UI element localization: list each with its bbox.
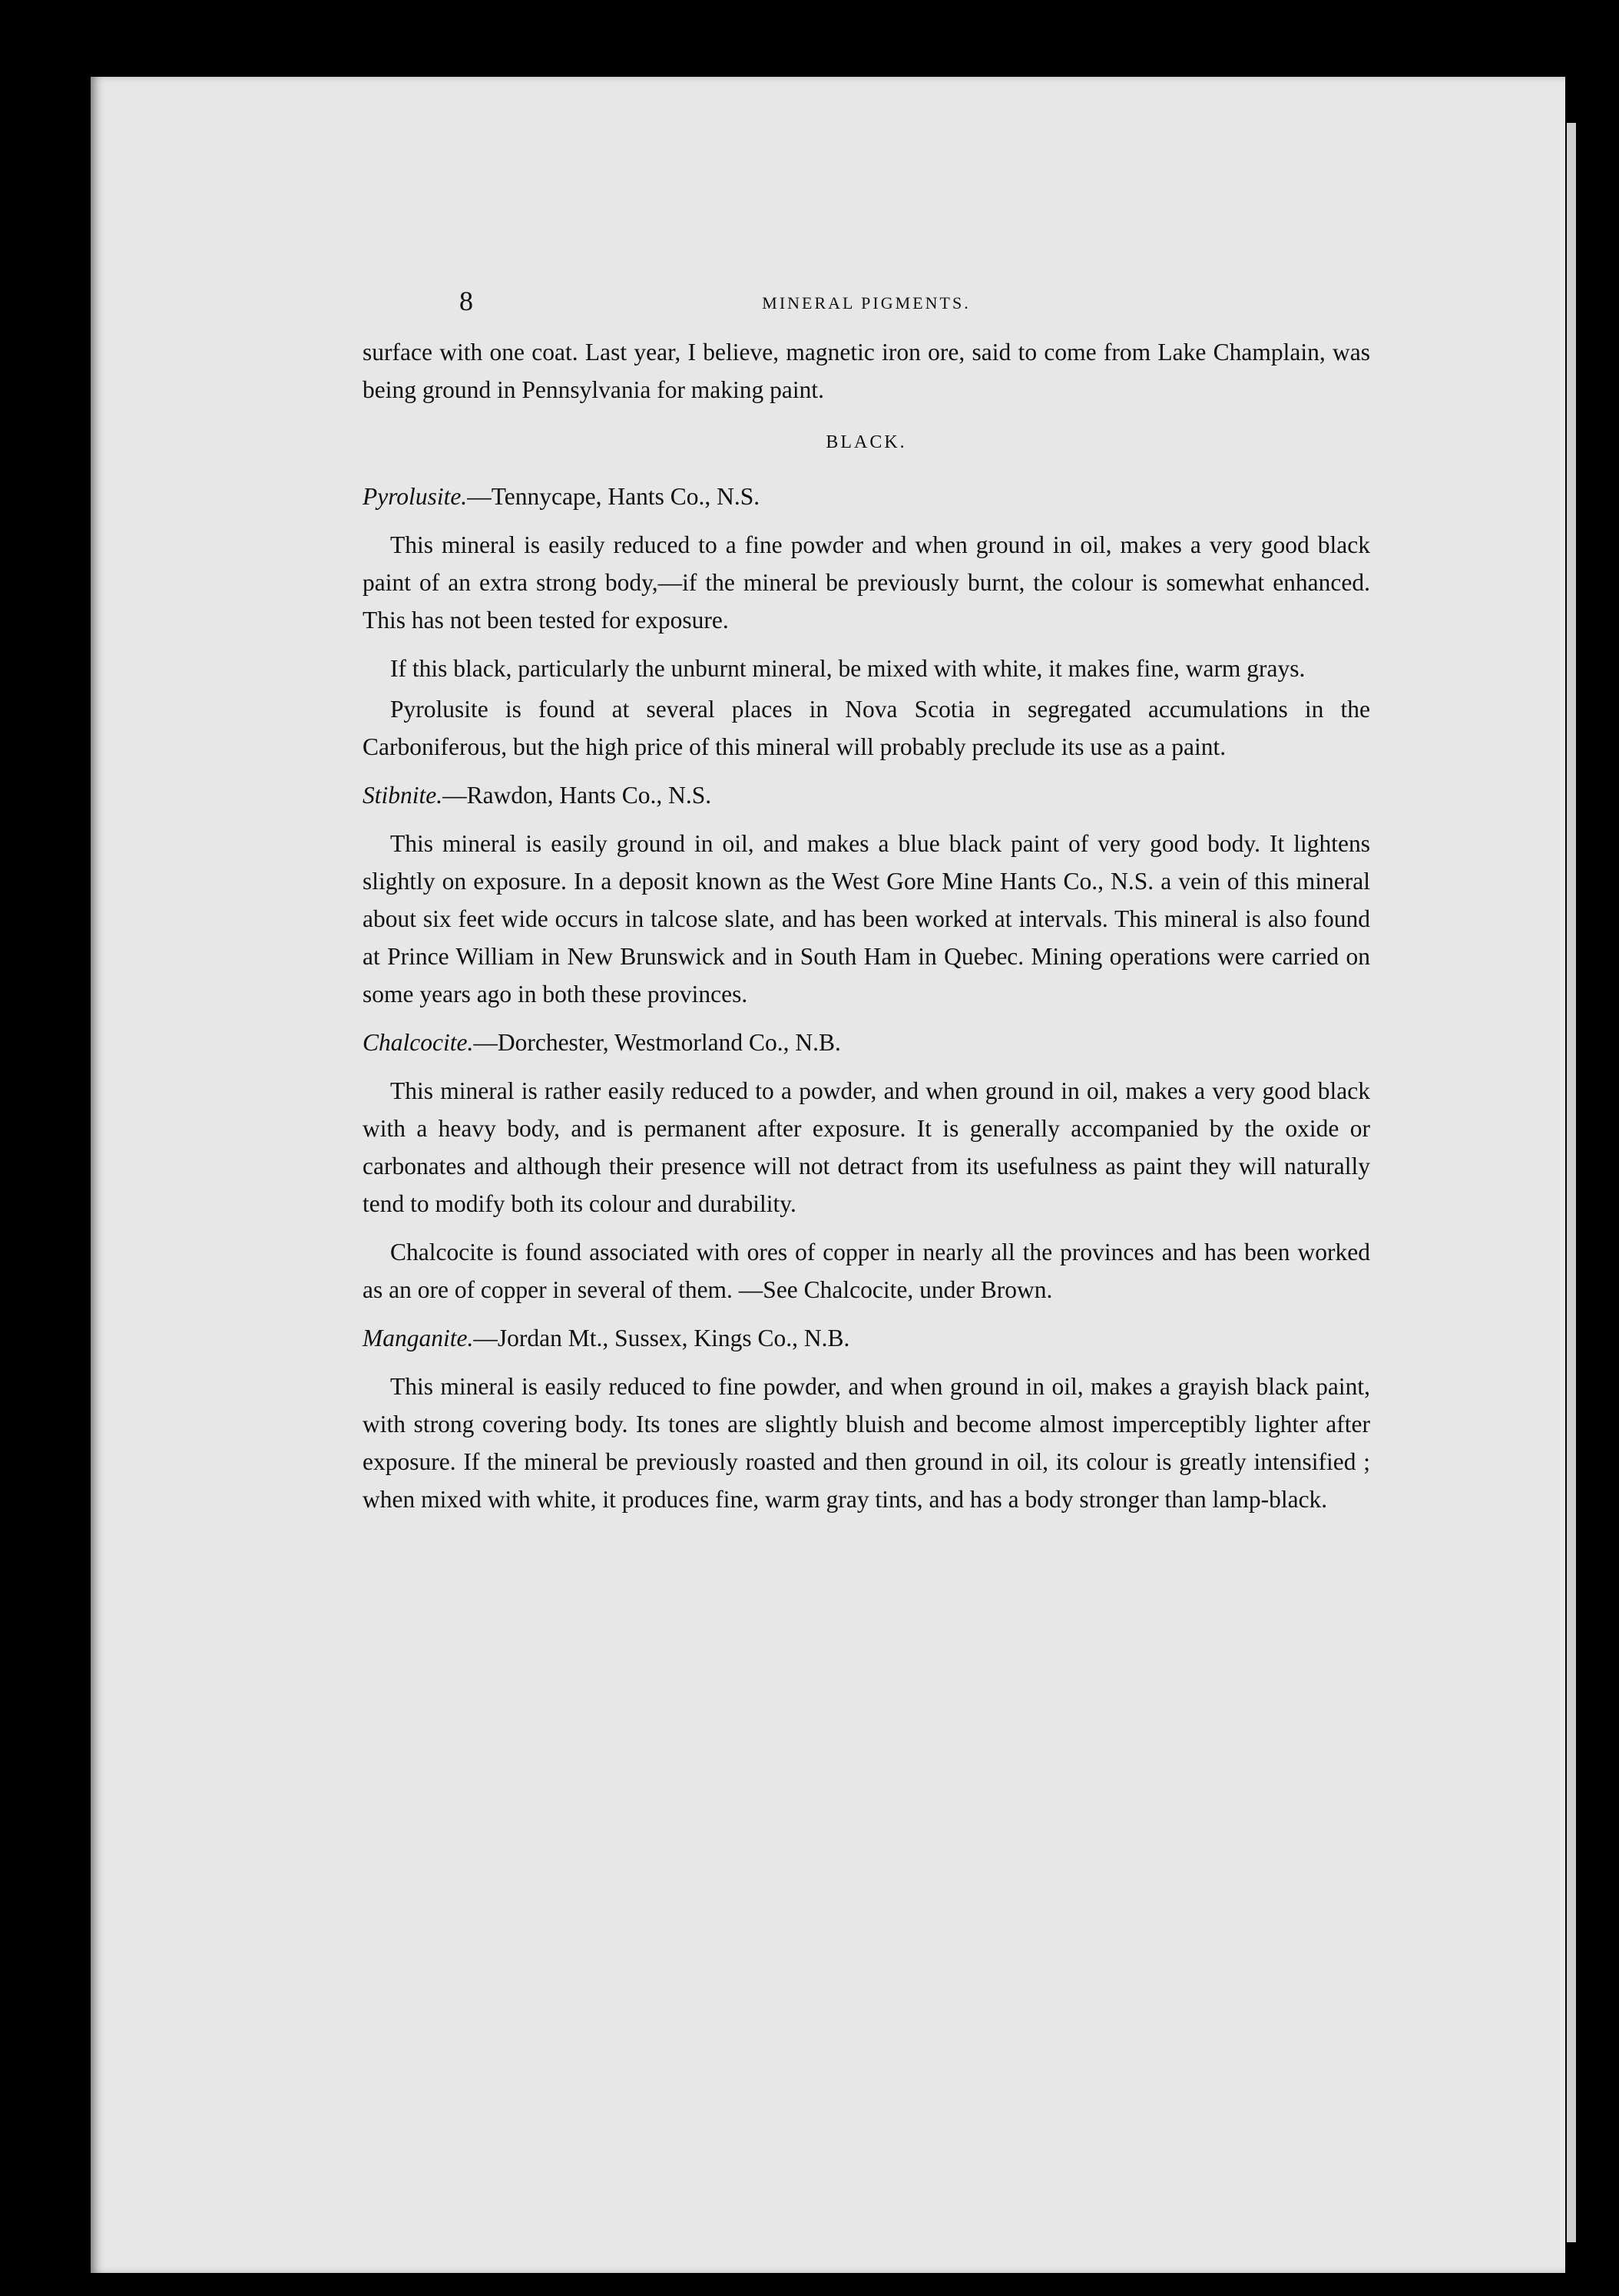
paragraph: This mineral is easily reduced to a fine powder and when ground in oil, makes a very good black paint of an extra strong body,—if the mineral be previously burnt, the colour is somewhat enhanced. This has not been tested for exposure.: [363, 531, 1370, 634]
paragraph: Chalcocite is found associated with ores of copper in nearly all the provinces and has been worked as an ore of copper in several of them. —See Chalcocite, under Brown.: [363, 1239, 1370, 1303]
paragraph: This mineral is rather easily reduced to a powder, and when ground in oil, makes a very good black with a heavy body, and is permanent after exposure. It is generally accompanied by the oxide or carbonates and although their presence will not detract from its usefulness as paint they will naturally tend to modify both its colour and durability.: [363, 1077, 1370, 1217]
entry-heading-stibnite: [363, 776, 1370, 814]
opening-paragraph: surface with one coat. Last year, I believe, magnetic iron ore, said to come from Lake Champlain, was being ground in Pennsylvania for making paint.: [363, 339, 1370, 403]
entry-heading-chalcocite: [363, 1024, 1370, 1061]
page-number: 8: [459, 286, 473, 316]
running-title: MINERAL PIGMENTS.: [762, 293, 971, 313]
mineral-name: Pyrolusite.: [363, 483, 468, 510]
mineral-locality: —Rawdon, Hants Co., N.S.: [442, 782, 712, 809]
running-head: [363, 286, 1370, 333]
paragraph: This mineral is easily ground in oil, and makes a blue black paint of very good body. It lightens slightly on exposure. In a deposit known as the West Gore Mine Hants Co., N.S. a vein of this mineral about six feet wide occurs in talcose slate, and has been worked at intervals. This mineral is also found at Prince William in New Brunswick and in South Ham in Quebec. Mining operations were carried on some years ago in both these provinces.: [363, 830, 1370, 1007]
page-text: [363, 286, 1370, 1529]
paragraph: This mineral is easily reduced to fine powder, and when ground in oil, makes a grayish black paint, with strong covering body. Its tones are slightly bluish and become almost imperceptibly lighter after exposure. If the mineral be previously roasted and then ground in oil, its colour is greatly intensified ; when mixed with white, it produces fine, warm gray tints, and has a body stronger than lamp-black.: [363, 1373, 1370, 1513]
mineral-name: Chalcocite.: [363, 1029, 474, 1056]
mineral-name: Stibnite.: [363, 782, 443, 809]
mineral-locality: —Tennycape, Hants Co., N.S.: [467, 483, 760, 510]
paragraph: Pyrolusite is found at several places in Nova Scotia in segregated accumulations in the Carboniferous, but the high price of this mineral will probably preclude its use as a paint.: [363, 696, 1370, 760]
mineral-locality: —Jordan Mt., Sussex, Kings Co., N.B.: [473, 1325, 850, 1351]
paragraph: If this black, particularly the unburnt mineral, be mixed with white, it makes fine, warm grays.: [390, 655, 1306, 682]
entry-heading-manganite: [363, 1319, 1370, 1357]
mineral-locality: —Dorchester, Westmorland Co., N.B.: [473, 1029, 841, 1056]
section-heading: BLACK.: [826, 432, 907, 452]
facing-page-edge: [1567, 123, 1576, 2242]
entry-heading-pyrolusite: [363, 478, 1370, 515]
mineral-name: Manganite.: [363, 1325, 474, 1351]
